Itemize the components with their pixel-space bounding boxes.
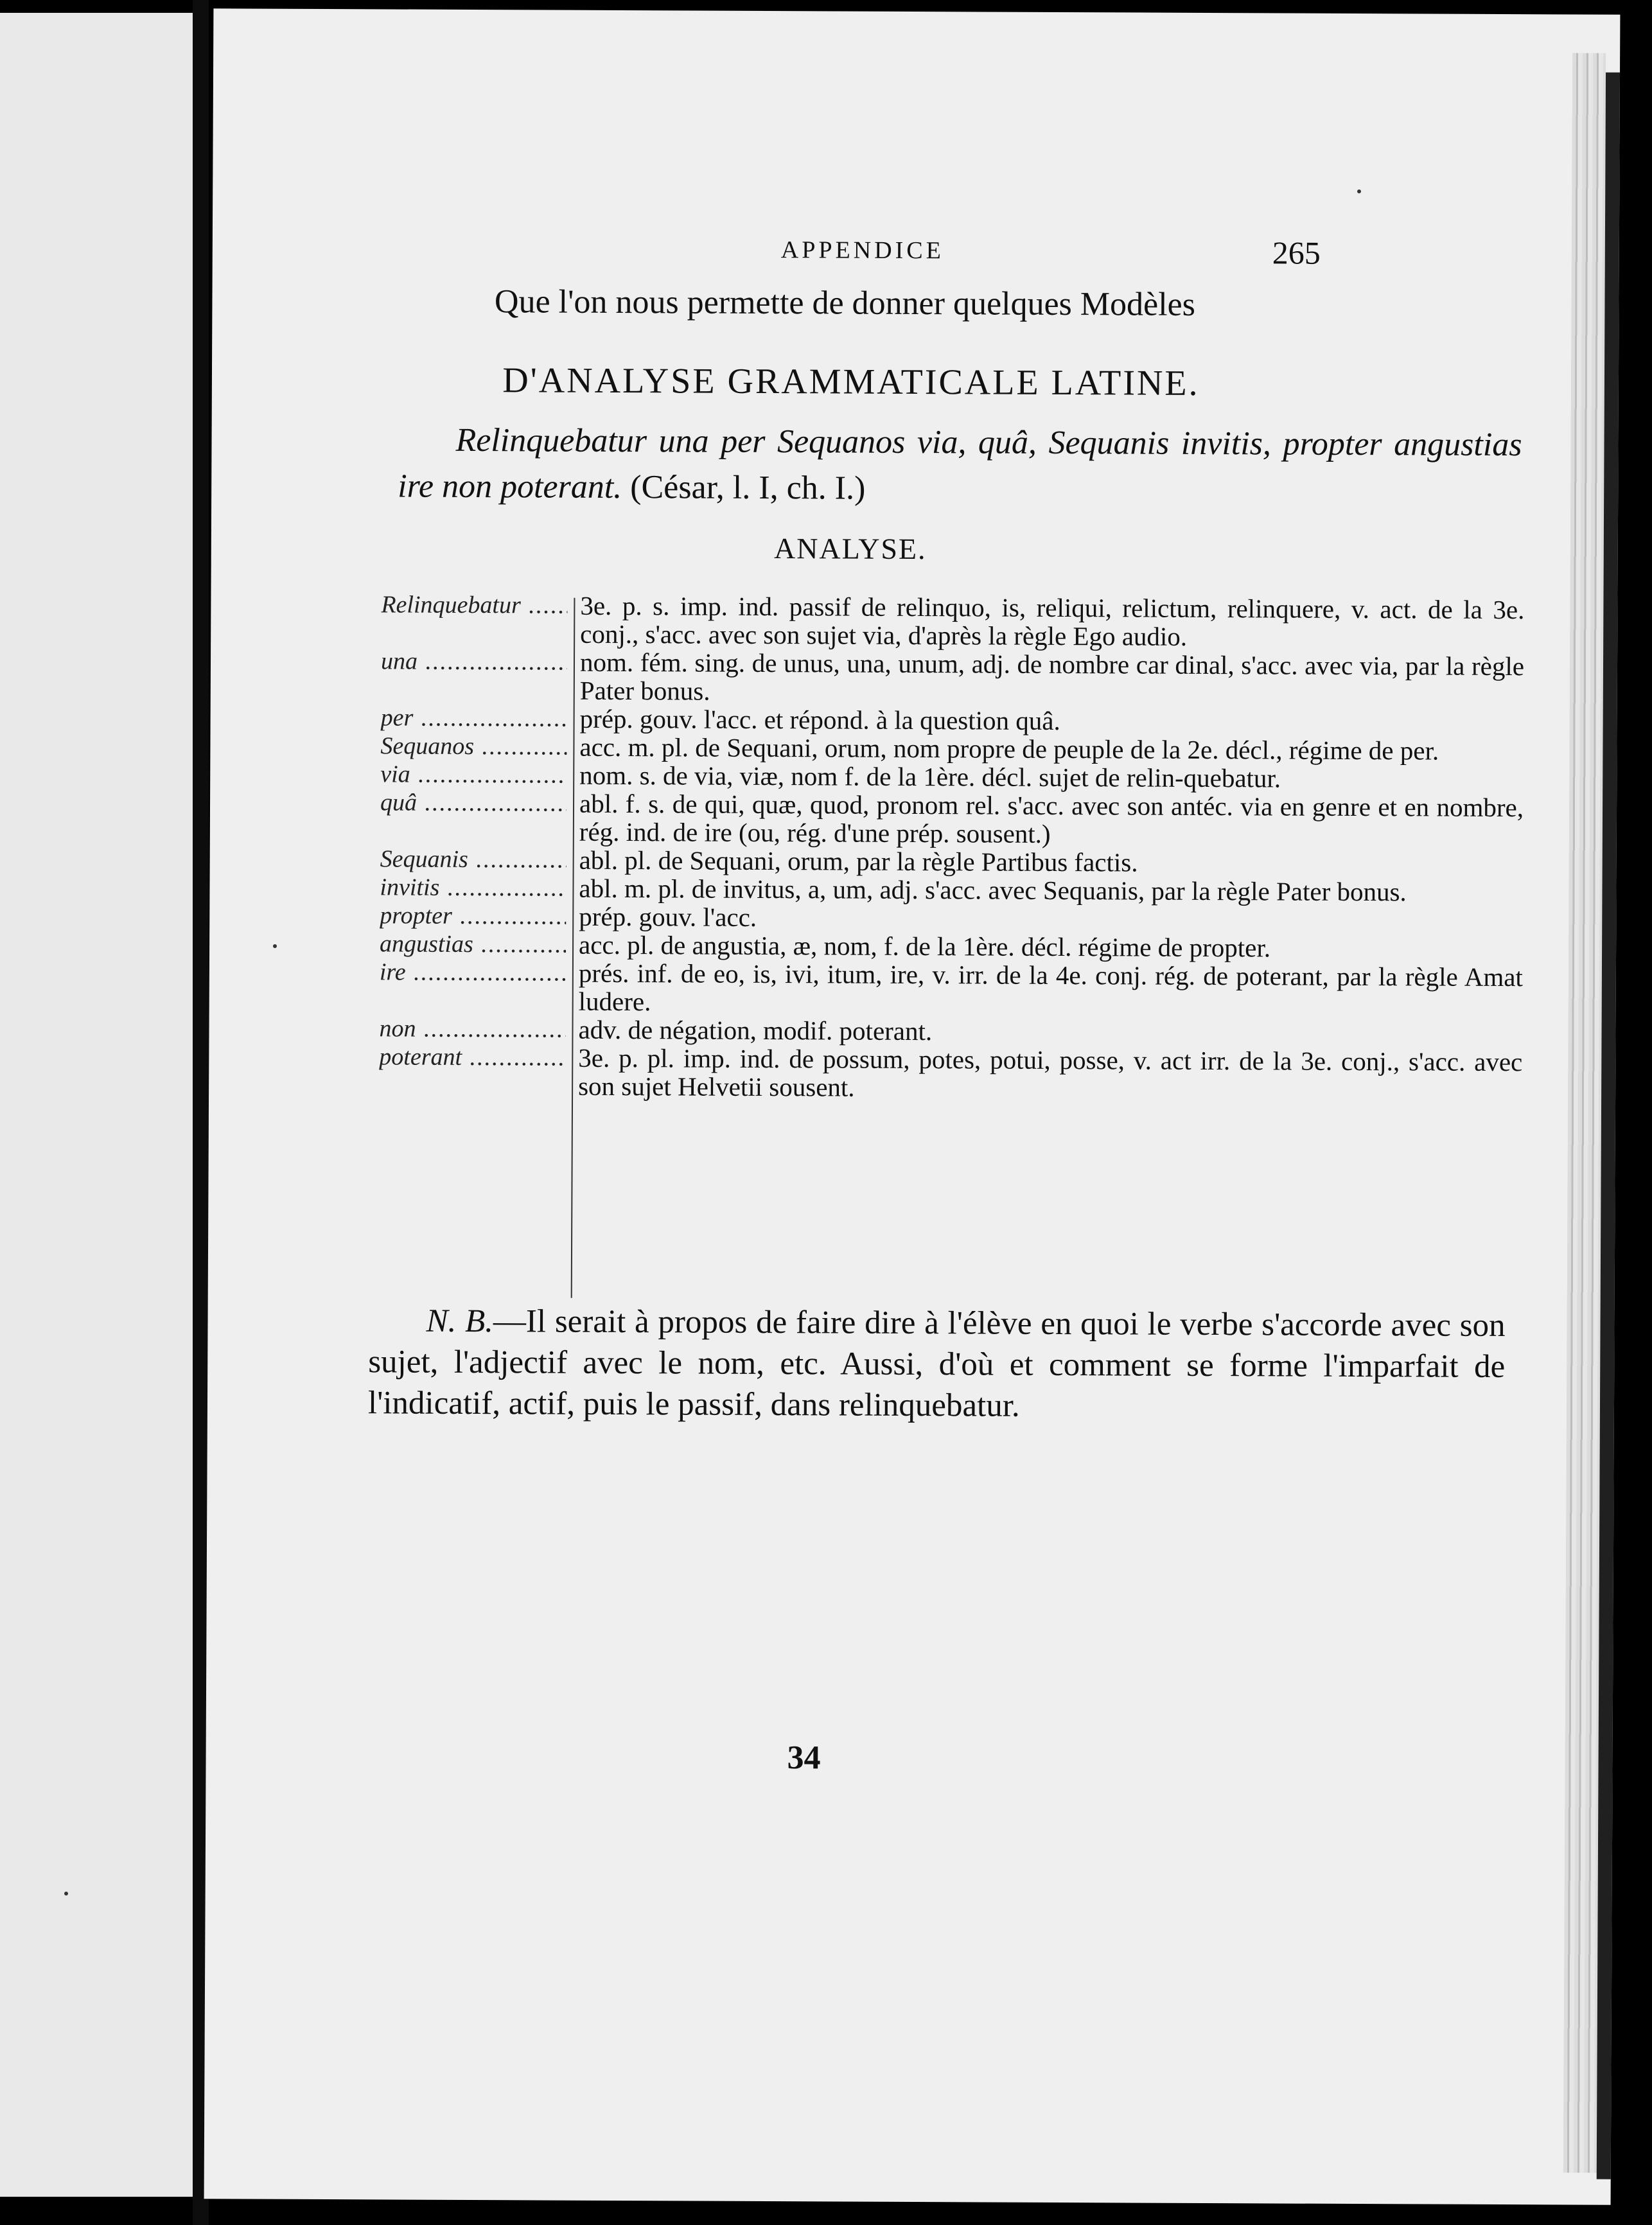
analysis-row [380, 873, 1523, 906]
analysis-definition: nom. s. de via, viæ, nom f. de la 1ère. décl. sujet de relin-quebatur. [579, 760, 1281, 793]
page-header [213, 233, 1452, 271]
analysis-term: Sequanos ..... [380, 732, 567, 761]
page-number: 265 [1272, 234, 1321, 271]
analysis-definition: acc. pl. de angustia, æ, nom, f. de la 1ère. décl. régime de propter. [578, 929, 1271, 963]
analysis-term: per ..... [381, 703, 567, 732]
analysis-row [380, 732, 1524, 765]
analysis-row [379, 1014, 1522, 1048]
analysis-definition: abl. m. pl. de invitus, a, um, adj. s'acc. avec Sequanis, par la règle Pater bonus. [579, 873, 1407, 907]
analysis-term: poterant ..... [379, 1042, 565, 1100]
analysis-row [380, 845, 1524, 878]
analysis-term: Sequanis ..... [380, 845, 567, 874]
speck [64, 1892, 68, 1895]
signature-number: 34 [787, 1739, 821, 1777]
intro-line: Que l'on nous permette de donner quelques Modèles [494, 283, 1196, 323]
analysis-definition: abl. pl. de Sequani, orum, par la règle Partibus factis. [579, 845, 1138, 877]
analysis-term: via ..... [380, 760, 567, 789]
analysis-definition: prép. gouv. l'acc. [579, 901, 757, 932]
analysis-row [380, 901, 1523, 935]
nb-label: N. B. [426, 1303, 494, 1340]
analysis-row [380, 760, 1524, 793]
citation: (César, l. I, ch. I.) [630, 469, 866, 507]
analysis-definition: 3e. p. pl. imp. ind. de possum, potes, potui, posse, v. act irr. de la 3e. conj., s'acc. avec son sujet Helvetii sousent. [578, 1042, 1523, 1102]
analysis-term: angustias ..... [380, 929, 566, 958]
latin-sentence [398, 417, 1522, 514]
analysis-definition: 3e. p. s. imp. ind. passif de relinquo, is, reliqui, relictum, relinquere, v. act. de la 3e. conj., s'acc. avec son sujet via, d'après la règle Ego audio. [580, 590, 1525, 651]
speck [1357, 189, 1361, 193]
analysis-row [380, 929, 1523, 963]
analysis-definition: prés. inf. de eo, is, ivi, itum, ire, v. irr. de la 4e. conj. rég. de poterant, par la règle Amat ludere. [578, 958, 1523, 1017]
analysis-row [380, 788, 1524, 850]
analysis-row [380, 958, 1523, 1019]
analysis-term: ire ..... [380, 958, 566, 1015]
analysis-row [381, 590, 1524, 652]
nota-bene [368, 1300, 1506, 1429]
analysis-term: una ..... [381, 647, 567, 704]
analysis-definition: acc. m. pl. de Sequani, orum, nom propre de peuple de la 2e. décl., régime de per. [579, 732, 1439, 766]
analysis-definition: nom. fém. sing. de unus, una, unum, adj. de nombre car dinal, s'acc. avec via, par la règle Pater bonus. [579, 647, 1525, 706]
analysis-definition: abl. f. s. de qui, quæ, quod, pronom rel. s'acc. avec son antéc. via en genre et en nombre, rég. ind. de ire (ou, rég. d'une prép. sousent.) [579, 788, 1524, 849]
analysis-table [379, 590, 1524, 1104]
running-head: APPENDICE [780, 236, 944, 265]
analysis-row [381, 703, 1524, 737]
speck [273, 944, 277, 948]
nb-text: —Il serait à propos de faire dire à l'élève en quoi le verbe s'accorde avec son sujet, l'adjectif avec le nom, etc. Aussi, d'où et comment se forme l'imparfait de l'indicatif, actif, puis le passif, dans relinquebatur. [367, 1303, 1506, 1424]
analysis-term: non ..... [379, 1014, 565, 1043]
analyse-heading: ANALYSE. [773, 532, 927, 566]
analysis-term: propter ..... [380, 901, 566, 930]
analysis-definition: prép. gouv. l'acc. et répond. à la question quâ. [579, 703, 1060, 736]
analysis-row [379, 1042, 1522, 1104]
analysis-term: quâ ..... [380, 788, 567, 845]
analysis-row [381, 647, 1524, 708]
analysis-definition: adv. de négation, modif. poterant. [578, 1014, 933, 1046]
analysis-term: Relinquebatur ..... [381, 590, 567, 647]
section-title: D'ANALYSE GRAMMATICALE LATINE. [502, 360, 1200, 403]
left-page [0, 13, 193, 2197]
analysis-term: invitis ..... [380, 873, 566, 902]
latin-text: Relinquebatur una per Sequanos via, quâ, Sequanis invitis, propter angustias ire non poterant. [398, 421, 1522, 506]
book-page [204, 8, 1621, 2205]
